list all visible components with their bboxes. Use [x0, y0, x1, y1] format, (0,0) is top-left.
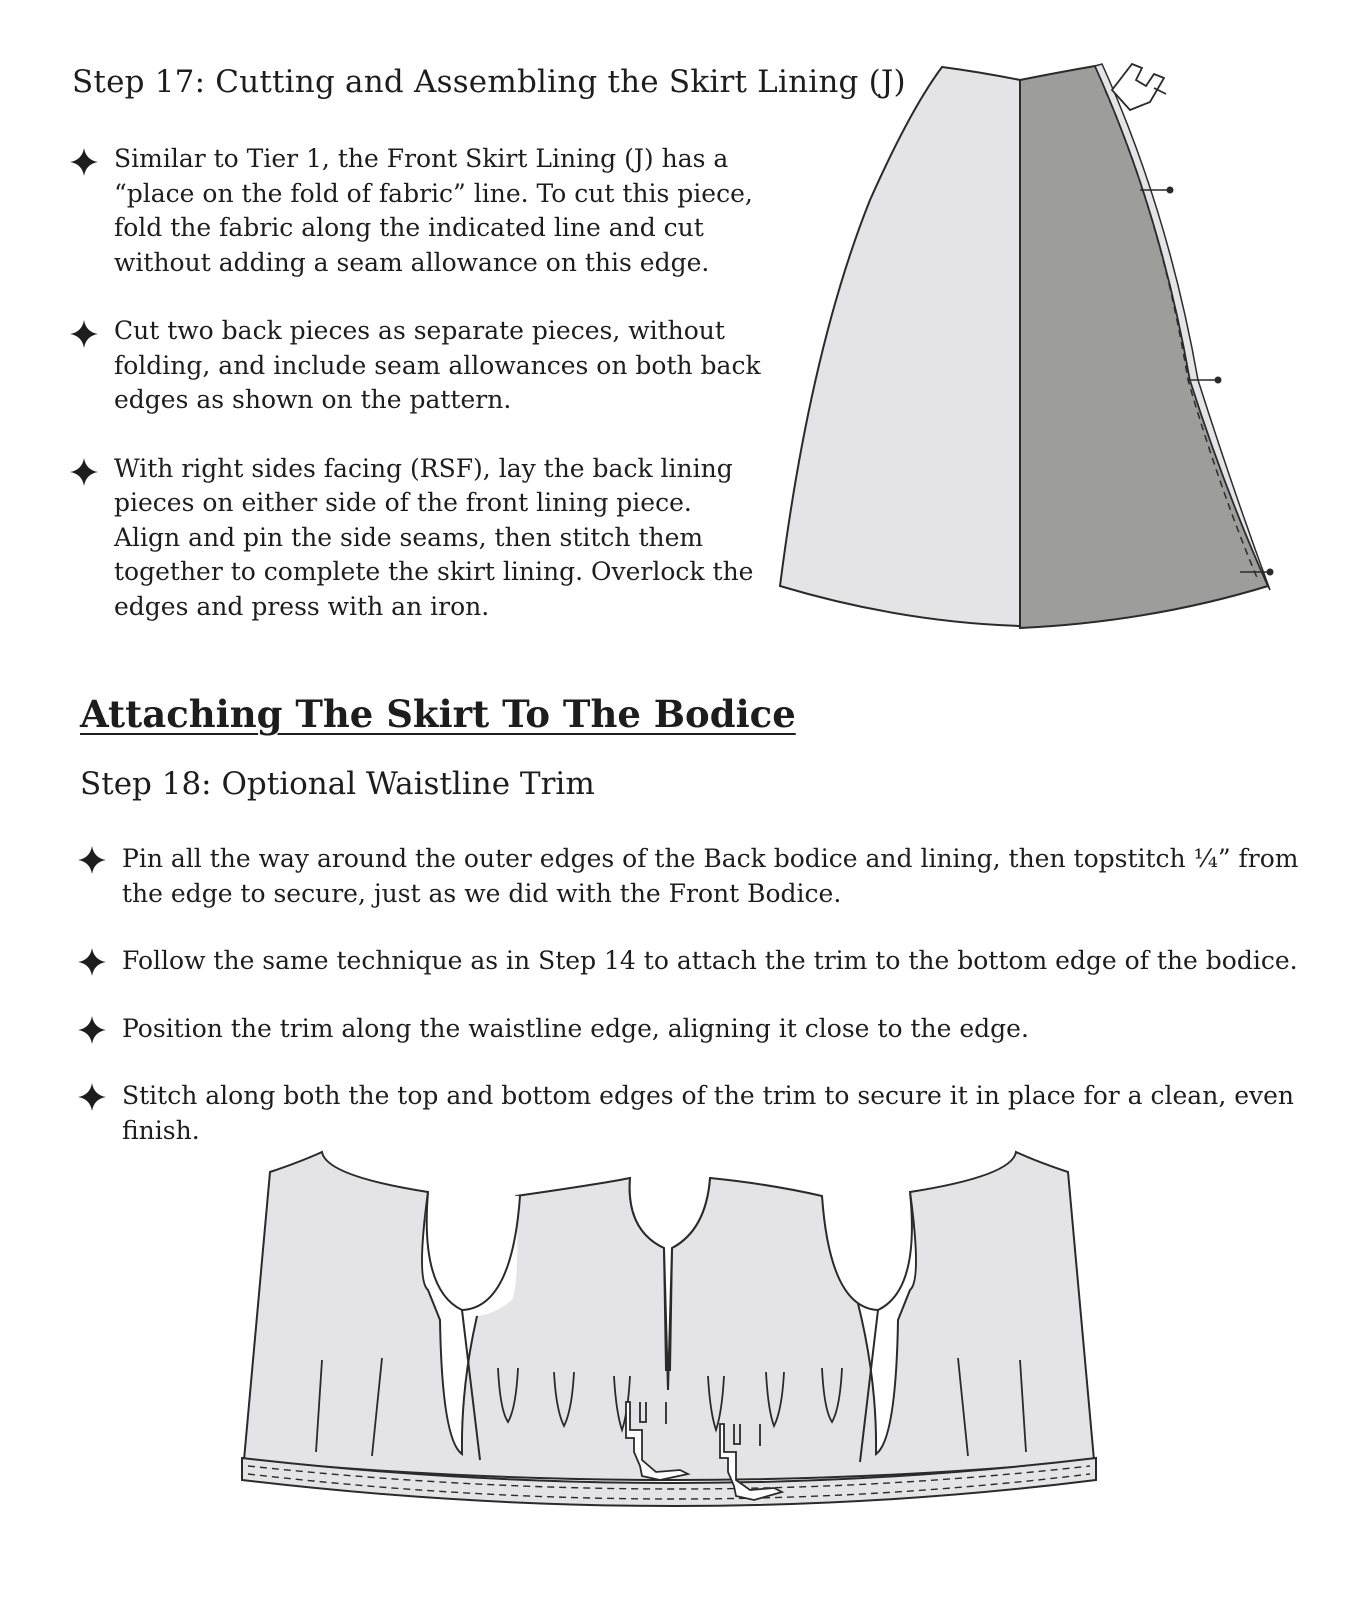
skirt-lining-illustration — [770, 50, 1290, 650]
four-point-star-icon — [68, 146, 100, 178]
step-18-title: Step 18: Optional Waistline Trim — [80, 766, 595, 802]
section-title: Attaching The Skirt To The Bodice — [80, 692, 796, 736]
bullet-text: Position the trim along the waistline edge, aligning it close to the edge. — [122, 1013, 1029, 1043]
four-point-star-icon — [76, 1014, 108, 1046]
four-point-star-icon — [76, 1081, 108, 1113]
list-item — [122, 944, 1322, 979]
four-point-star-icon — [68, 318, 100, 350]
list-item — [122, 842, 1322, 911]
four-point-star-icon — [76, 844, 108, 876]
bullet-text: With right sides facing (RSF), lay the back lining pieces on either side of the front lining piece. Align and pin the side seams, then stitch them together to complete the skirt lining. Overlock the edges and press with an iron. — [114, 453, 754, 621]
bullet-text: Follow the same technique as in Step 14 to attach the trim to the bottom edge of the bodice. — [122, 946, 1298, 975]
list-item — [114, 314, 764, 418]
back-lining-piece — [1020, 66, 1268, 628]
front-lining-piece — [780, 67, 1020, 626]
four-point-star-icon — [68, 456, 100, 488]
bullet-text: Similar to Tier 1, the Front Skirt Lining (J) has a “place on the fold of fabric” line. To cut this piece, fold the fabric along the indicated line and cut without adding a seam allowance on this edge. — [114, 144, 753, 277]
step-17-list — [114, 142, 764, 658]
list-item — [122, 1012, 1322, 1047]
list-item — [122, 1079, 1322, 1148]
list-item — [114, 142, 764, 280]
bullet-text: Pin all the way around the outer edges of the Back bodice and lining, then topstitch ¼” from the edge to secure, just as we did with the Front Bodice. — [122, 844, 1299, 908]
bullet-text: Cut two back pieces as separate pieces, without folding, and include seam allowances on both back edges as shown on the pattern. — [114, 316, 761, 414]
list-item — [114, 452, 764, 625]
bullet-text: Stitch along both the top and bottom edges of the trim to secure it in place for a clean, even finish. — [122, 1081, 1295, 1145]
step-17-title: Step 17: Cutting and Assembling the Skirt Lining (J) — [72, 64, 906, 100]
four-point-star-icon — [76, 946, 108, 978]
step-18-list — [122, 842, 1322, 1181]
bodice-trim-illustration — [230, 1140, 1120, 1540]
presser-foot-icon — [1112, 64, 1166, 110]
